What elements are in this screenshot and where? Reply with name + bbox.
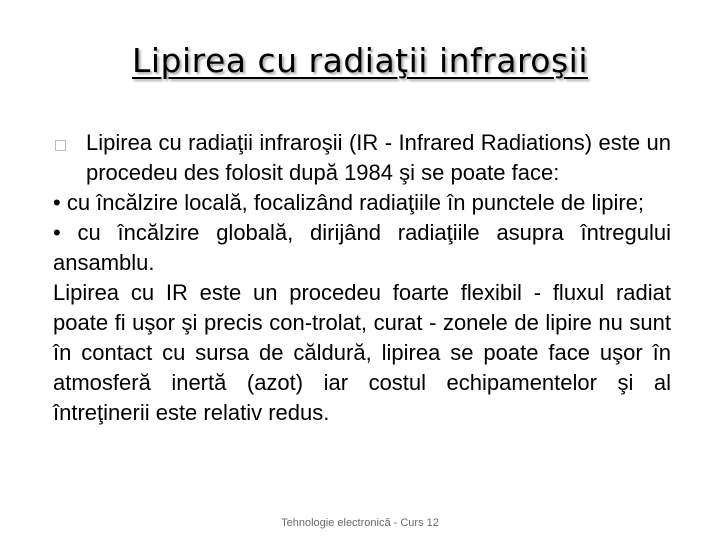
- slide-footer: Tehnologie electronică - Curs 12: [281, 517, 439, 529]
- slide-content: [53, 128, 671, 428]
- square-bullet-icon: [55, 140, 66, 151]
- list-item-global-heating: • cu încălzire globală, dirijând radiaţiile asupra întregului ansamblu.: [53, 220, 671, 275]
- slide-title-text: Lipirea cu radiaţii infraroşii: [131, 41, 589, 80]
- conclusion-paragraph: Lipirea cu IR este un procedeu foarte flexibil - fluxul radiat poate fi uşor şi precis con-trolat, curat - zonele de lipire nu sunt în contact cu sursa de căldură, lipirea se poate face uşor în atmosferă inertă (azot) iar costul echipamentelor şi al întreţinerii este relativ redus.: [53, 280, 671, 425]
- intro-text: Lipirea cu radiaţii infraroşii (IR - Infrared Radiations) este un procedeu des folosit după 1984 şi se poate face:: [86, 130, 671, 185]
- list-item-local-heating: • cu încălzire locală, focalizând radiaţiile în punctele de lipire;: [53, 190, 645, 215]
- intro-paragraph: [53, 128, 671, 188]
- slide-title: [0, 38, 720, 84]
